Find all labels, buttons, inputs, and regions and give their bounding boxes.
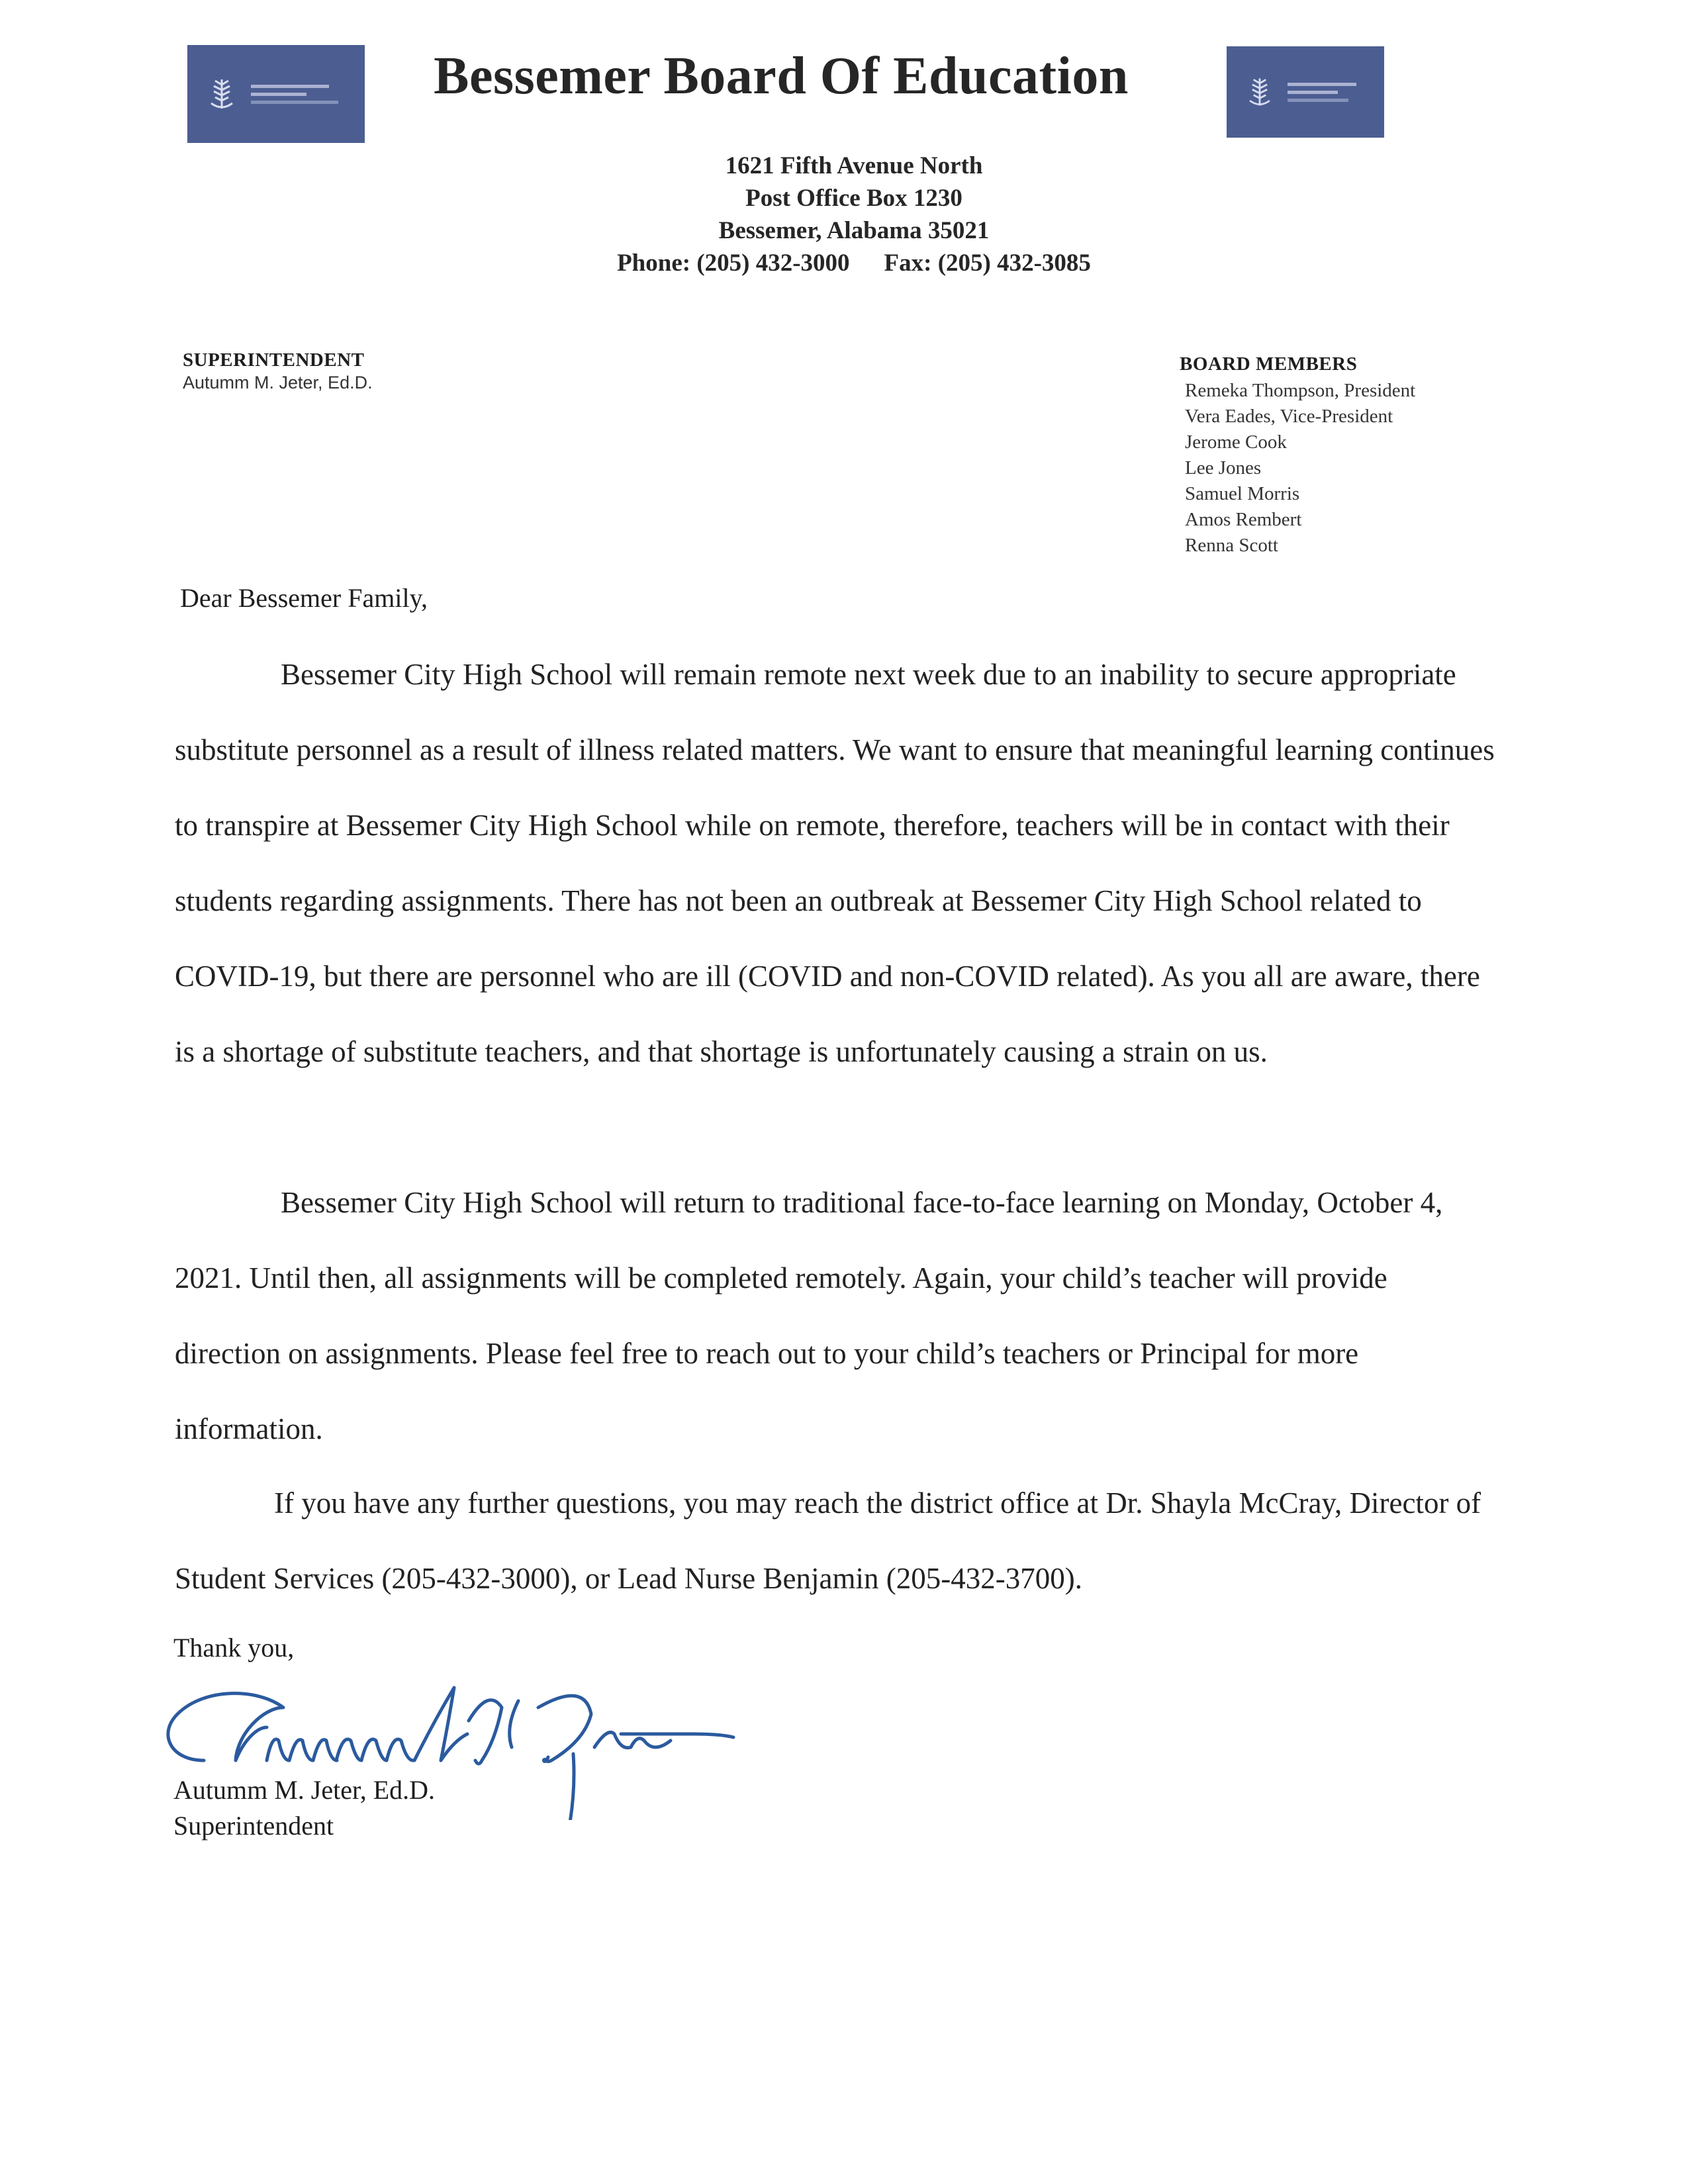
laurel-emblem-icon <box>1241 73 1278 111</box>
address-block <box>503 150 1205 279</box>
board-member: Jerome Cook <box>1185 432 1287 453</box>
letter-paragraph: Bessemer City High School will return to traditional face-to-face learning on Monday, October 4, 2021. Until then, all assignments will be completed remotely. Again, your child’s teacher will provide direction on assignments. Please feel free to reach out to your child’s teachers or Principal for more information. <box>175 1186 1443 1445</box>
board-member: Vera Eades, Vice-President <box>1185 406 1393 427</box>
signature-block <box>173 1772 435 1844</box>
laurel-emblem-icon <box>202 74 242 114</box>
closing: Thank you, <box>173 1633 295 1662</box>
superintendent-heading: SUPERINTENDENT <box>183 349 365 371</box>
contact-line <box>503 247 1205 279</box>
signer-name: Autumm M. Jeter, Ed.D. <box>173 1775 436 1805</box>
superintendent-block <box>183 349 373 393</box>
board-members-block <box>1180 353 1415 559</box>
address-line: Bessemer, Alabama 35021 <box>718 217 990 244</box>
board-member: Renna Scott <box>1185 535 1278 556</box>
logo-wordmark <box>251 85 338 104</box>
board-member: Amos Rembert <box>1185 509 1302 530</box>
logo-wordmark <box>1288 83 1356 102</box>
school-logo-left <box>187 45 365 143</box>
board-member: Remeka Thompson, President <box>1185 380 1416 401</box>
address-line: Post Office Box 1230 <box>745 185 962 212</box>
letter-paragraph: If you have any further questions, you may reach the district office at Dr. Shayla McCray, Director of Student Services (205-432-3000), or Lead Nurse Benjamin (205-432-3700). <box>175 1486 1481 1595</box>
address-line: 1621 Fifth Avenue North <box>725 152 983 179</box>
board-heading: BOARD MEMBERS <box>1180 353 1358 375</box>
superintendent-name: Autumm M. Jeter, Ed.D. <box>183 373 373 392</box>
school-logo-right <box>1227 46 1384 138</box>
salutation: Dear Bessemer Family, <box>180 583 428 613</box>
board-member: Samuel Morris <box>1185 483 1300 504</box>
signer-title: Superintendent <box>173 1811 334 1841</box>
board-member: Lee Jones <box>1185 457 1262 478</box>
page-title: Bessemer Board Of Education <box>434 47 1129 105</box>
phone-number: Phone: (205) 432-3000 <box>617 250 850 277</box>
fax-number: Fax: (205) 432-3085 <box>884 250 1091 277</box>
letter-paragraph: Bessemer City High School will remain remote next week due to an inability to secure appropriate substitute personnel as a result of illness related matters. We want to ensure that meaningful learning continues to transpire at Bessemer City High School while on remote, therefore, teachers will be in contact with their students regarding assignments. There has not been an outbreak at Bessemer City High School related to COVID-19, but there are personnel who are ill (COVID and non-COVID related). As you all are aware, there is a shortage of substitute teachers, and that shortage is unfortunately causing a strain on us. <box>175 658 1495 1068</box>
